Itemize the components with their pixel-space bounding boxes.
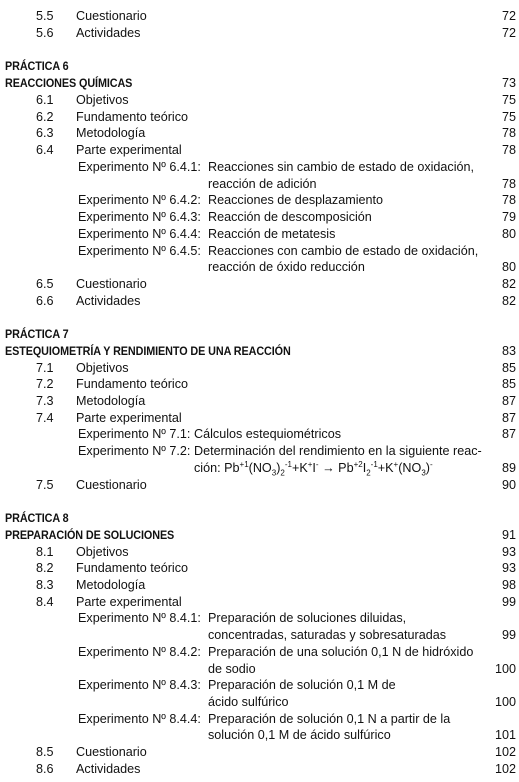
toc-entry[interactable] bbox=[0, 560, 519, 577]
experiment-title: Reacción de descomposición bbox=[208, 210, 372, 224]
page-number: 75 bbox=[501, 110, 516, 124]
page-number: 91 bbox=[501, 528, 516, 542]
experiment-label: Experimento Nº 6.4.3: bbox=[78, 210, 201, 224]
toc-experiment[interactable] bbox=[0, 711, 519, 728]
section-number: 7.5 bbox=[36, 478, 54, 492]
section-number: 7.3 bbox=[36, 394, 54, 408]
section-number: 8.2 bbox=[36, 561, 54, 575]
experiment-label: Experimento Nº 6.4.5: bbox=[78, 244, 201, 258]
toc-entry[interactable] bbox=[0, 577, 519, 594]
toc-experiment[interactable] bbox=[0, 426, 519, 443]
experiment-label: Experimento Nº 8.4.3: bbox=[78, 678, 201, 692]
arrow-icon: → bbox=[322, 461, 335, 475]
section-number: 7.4 bbox=[36, 411, 54, 425]
equation-prefix: ción: bbox=[194, 461, 221, 475]
section-title: Objetivos bbox=[76, 93, 129, 107]
section-number: 6.1 bbox=[36, 93, 54, 107]
section-title: Actividades bbox=[76, 294, 141, 308]
chapter-title: REACCIONES QUÍMICAS bbox=[5, 76, 133, 90]
section-number: 8.1 bbox=[36, 545, 54, 559]
section-title: Fundamento teórico bbox=[76, 561, 189, 575]
page-number: 100 bbox=[494, 695, 516, 709]
toc-entry[interactable] bbox=[0, 125, 519, 142]
section-number: 6.3 bbox=[36, 126, 54, 140]
page-number: 83 bbox=[501, 344, 516, 358]
experiment-title-cont: concentradas, saturadas y sobresaturadas bbox=[208, 628, 447, 642]
toc-entry[interactable] bbox=[0, 25, 519, 42]
page-number: 78 bbox=[501, 193, 516, 207]
page-number: 99 bbox=[501, 595, 516, 609]
page-number: 79 bbox=[501, 210, 516, 224]
section-title: Actividades bbox=[76, 26, 141, 40]
experiment-label: Experimento Nº 8.4.2: bbox=[78, 645, 201, 659]
toc-experiment[interactable] bbox=[0, 226, 519, 243]
page-number: 80 bbox=[501, 260, 516, 274]
section-number: 6.4 bbox=[36, 143, 54, 157]
experiment-title: Preparación de solución 0,1 M de bbox=[208, 678, 396, 692]
page-number: 102 bbox=[494, 762, 516, 776]
toc-experiment-cont[interactable] bbox=[0, 259, 519, 276]
section-number: 8.6 bbox=[36, 762, 54, 776]
toc-entry[interactable] bbox=[0, 376, 519, 393]
experiment-label: Experimento Nº 6.4.2: bbox=[78, 193, 201, 207]
section-title: Metodología bbox=[76, 578, 146, 592]
experiment-title: Reacciones con cambio de estado de oxidación, bbox=[208, 244, 479, 258]
experiment-label: Experimento Nº 7.2: bbox=[78, 444, 191, 458]
chemical-equation: $Pb^{+1}(NO_3)_2^{-1}+K^+I^- \to Pb^{+2}I_2^{-1}+K^+(NO_3)^-$ bbox=[224, 459, 433, 478]
experiment-title: Preparación de soluciones diluidas, bbox=[208, 611, 407, 625]
section-title: Parte experimental bbox=[76, 143, 182, 157]
page-number: 85 bbox=[501, 377, 516, 391]
practice-label: PRÁCTICA 6 bbox=[5, 59, 69, 73]
equation-line bbox=[194, 460, 433, 477]
practice-label: PRÁCTICA 7 bbox=[5, 327, 69, 341]
toc-entry[interactable] bbox=[0, 393, 519, 410]
toc-experiment[interactable] bbox=[0, 610, 519, 627]
experiment-title: Reacción de metatesis bbox=[208, 227, 336, 241]
section-title: Fundamento teórico bbox=[76, 377, 189, 391]
section-title: Parte experimental bbox=[76, 411, 182, 425]
page-number: 75 bbox=[501, 93, 516, 107]
toc-experiment-cont[interactable] bbox=[0, 627, 519, 644]
experiment-title: Cálculos estequiométricos bbox=[194, 427, 341, 441]
experiment-label: Experimento Nº 6.4.4: bbox=[78, 227, 201, 241]
experiment-title: Reacciones sin cambio de estado de oxidación, bbox=[208, 160, 475, 174]
toc-experiment-cont[interactable] bbox=[0, 727, 519, 744]
experiment-label: Experimento Nº 7.1: bbox=[78, 427, 191, 441]
page-number: 82 bbox=[501, 277, 516, 291]
toc-entry[interactable] bbox=[0, 142, 519, 159]
section-title: Metodología bbox=[76, 394, 146, 408]
page-number: 85 bbox=[501, 361, 516, 375]
page-number: 102 bbox=[494, 745, 516, 759]
page-number: 101 bbox=[494, 728, 516, 742]
toc-entry[interactable] bbox=[0, 744, 519, 761]
toc-experiment-cont[interactable] bbox=[0, 460, 519, 477]
toc-chapter[interactable] bbox=[0, 343, 519, 360]
experiment-title: Preparación de una solución 0,1 N de hidróxido bbox=[208, 645, 474, 659]
toc-experiment[interactable] bbox=[0, 192, 519, 209]
toc-entry[interactable] bbox=[0, 410, 519, 427]
toc-entry[interactable] bbox=[0, 276, 519, 293]
page-number: 87 bbox=[501, 394, 516, 408]
toc-entry[interactable] bbox=[0, 92, 519, 109]
page-number: 82 bbox=[501, 294, 516, 308]
experiment-title-cont: solución 0,1 M de ácido sulfúrico bbox=[208, 728, 391, 742]
experiment-label: Experimento Nº 8.4.1: bbox=[78, 611, 201, 625]
section-number: 8.3 bbox=[36, 578, 54, 592]
section-number: 8.5 bbox=[36, 745, 54, 759]
experiment-title-cont: reacción de óxido reducción bbox=[208, 260, 365, 274]
page-number: 93 bbox=[501, 561, 516, 575]
toc-entry[interactable] bbox=[0, 477, 519, 494]
section-title: Metodología bbox=[76, 126, 146, 140]
page-number: 73 bbox=[501, 76, 516, 90]
section-number: 6.5 bbox=[36, 277, 54, 291]
experiment-title: Determinación del rendimiento en la siguiente reac- bbox=[194, 444, 482, 458]
page-number: 72 bbox=[501, 9, 516, 23]
section-number: 6.2 bbox=[36, 110, 54, 124]
page-number: 93 bbox=[501, 545, 516, 559]
section-title: Cuestionario bbox=[76, 478, 147, 492]
section-title: Objetivos bbox=[76, 361, 129, 375]
toc-entry[interactable] bbox=[0, 109, 519, 126]
page-number: 78 bbox=[501, 126, 516, 140]
section-title: Actividades bbox=[76, 762, 141, 776]
section-number: 7.2 bbox=[36, 377, 54, 391]
toc-entry[interactable] bbox=[0, 8, 519, 25]
practice-label: PRÁCTICA 8 bbox=[5, 511, 69, 525]
toc-experiment[interactable] bbox=[0, 677, 519, 694]
experiment-title-cont: ácido sulfúrico bbox=[208, 695, 289, 709]
section-title: Parte experimental bbox=[76, 595, 182, 609]
experiment-label: Experimento Nº 6.4.1: bbox=[78, 160, 201, 174]
toc-chapter[interactable] bbox=[0, 75, 519, 92]
page-number: 80 bbox=[501, 227, 516, 241]
toc-entry[interactable] bbox=[0, 761, 519, 778]
toc-entry[interactable] bbox=[0, 360, 519, 377]
toc-experiment[interactable] bbox=[0, 443, 519, 460]
toc-experiment-cont[interactable] bbox=[0, 176, 519, 193]
toc-entry[interactable] bbox=[0, 293, 519, 310]
section-title: Cuestionario bbox=[76, 745, 147, 759]
section-title: Fundamento teórico bbox=[76, 110, 189, 124]
page-number: 78 bbox=[501, 143, 516, 157]
page-number: 87 bbox=[501, 427, 516, 441]
experiment-label: Experimento Nº 8.4.4: bbox=[78, 712, 201, 726]
toc-experiment[interactable] bbox=[0, 159, 519, 176]
section-number: 5.6 bbox=[36, 26, 54, 40]
section-title: Objetivos bbox=[76, 545, 129, 559]
page-number: 87 bbox=[501, 411, 516, 425]
section-number: 8.4 bbox=[36, 595, 54, 609]
chapter-title: ESTEQUIOMETRÍA Y RENDIMIENTO DE UNA REACCIÓN bbox=[5, 344, 291, 358]
experiment-title-cont: de sodio bbox=[208, 662, 256, 676]
page-number: 78 bbox=[501, 177, 516, 191]
toc-experiment[interactable] bbox=[0, 644, 519, 661]
chapter-title: PREPARACIÓN DE SOLUCIONES bbox=[5, 528, 175, 542]
toc-entry[interactable] bbox=[0, 544, 519, 561]
toc-chapter[interactable] bbox=[0, 527, 519, 544]
section-title: Cuestionario bbox=[76, 9, 147, 23]
section-number: 6.6 bbox=[36, 294, 54, 308]
toc-experiment-cont[interactable] bbox=[0, 694, 519, 711]
experiment-title: Preparación de solución 0,1 N a partir de la bbox=[208, 712, 451, 726]
page-number: 100 bbox=[494, 662, 516, 676]
toc-experiment[interactable] bbox=[0, 209, 519, 226]
page-number: 72 bbox=[501, 26, 516, 40]
toc-experiment[interactable] bbox=[0, 243, 519, 260]
experiment-title: Reacciones de desplazamiento bbox=[208, 193, 384, 207]
page-number: 90 bbox=[501, 478, 516, 492]
page-number: 99 bbox=[501, 628, 516, 642]
toc-entry[interactable] bbox=[0, 594, 519, 611]
section-title: Cuestionario bbox=[76, 277, 147, 291]
section-number: 5.5 bbox=[36, 9, 54, 23]
page-number: 98 bbox=[501, 578, 516, 592]
section-number: 7.1 bbox=[36, 361, 54, 375]
page-number: 89 bbox=[501, 461, 516, 475]
practice-label-row bbox=[0, 510, 519, 527]
experiment-title-cont: reacción de adición bbox=[208, 177, 317, 191]
practice-label-row bbox=[0, 58, 519, 75]
toc-experiment-cont[interactable] bbox=[0, 661, 519, 678]
practice-label-row bbox=[0, 326, 519, 343]
